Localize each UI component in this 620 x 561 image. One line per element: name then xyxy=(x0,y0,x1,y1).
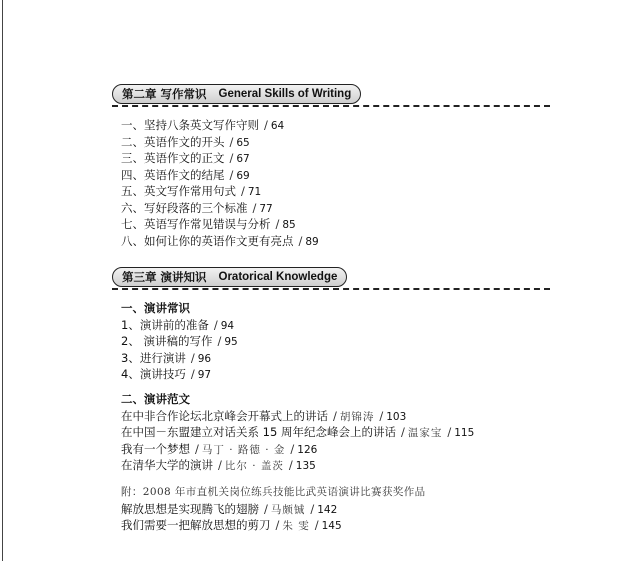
page-number: 67 xyxy=(236,153,250,165)
toc-entry[interactable]: 四、英语作文的结尾 / 69 xyxy=(121,167,250,182)
page-number: 145 xyxy=(321,520,342,532)
chapter2-toc xyxy=(121,117,319,249)
author-name: 温家宝 xyxy=(407,427,443,439)
page-number: 126 xyxy=(297,443,318,456)
chapter3-title-en: Oratorical Knowledge xyxy=(218,271,338,283)
toc-entry[interactable]: 三、英语作文的正文 / 67 xyxy=(121,151,250,165)
page-number: 89 xyxy=(305,235,319,248)
chapter2-dashed-rule xyxy=(112,105,550,107)
section-heading: 二、演讲范文 xyxy=(121,392,190,406)
toc-entry[interactable]: 3、进行演讲 / 96 xyxy=(121,350,212,365)
toc-entry[interactable]: 五、英文写作常用句式 / 71 xyxy=(121,184,262,198)
author-name: 马颇铖 xyxy=(270,503,306,516)
page-number: 103 xyxy=(386,410,407,423)
page-number: 97 xyxy=(197,369,212,381)
chapter3-section1 xyxy=(121,300,238,383)
author-name: 朱 雯 xyxy=(282,520,310,532)
page-number: 65 xyxy=(236,136,250,149)
page-number: 85 xyxy=(282,219,296,231)
page-number: 135 xyxy=(295,460,316,472)
toc-entry[interactable]: 我们需要一把解放思想的剪刀 / 朱 雯 / 145 xyxy=(121,518,342,532)
chapter3-dashed-rule xyxy=(112,288,550,290)
toc-entry[interactable]: 我有一个梦想 / 马丁 · 路德 · 金 / 126 xyxy=(121,441,318,456)
page-number: 95 xyxy=(224,336,238,348)
author-name: 胡锦涛 xyxy=(339,410,375,423)
toc-entry[interactable]: 八、如何让你的英语作文更有亮点 / 89 xyxy=(121,233,319,248)
chapter3-section2 xyxy=(121,391,474,474)
page-number: 142 xyxy=(317,503,338,516)
appendix-note: 附：2008 年市直机关岗位练兵技能比武英语演讲比赛获奖作品 xyxy=(121,486,426,498)
toc-entry[interactable]: 在中国－东盟建立对话关系 15 周年纪念峰会上的讲话 / 温家宝 / 115 xyxy=(121,425,475,439)
chapter2-title-en: General Skills of Writing xyxy=(218,88,352,100)
page-number: 64 xyxy=(270,120,285,132)
chapter3-title-cn: 第三章 演讲知识 xyxy=(122,270,207,284)
toc-entry[interactable]: 二、英语作文的开头 / 65 xyxy=(121,134,250,149)
page-number: 77 xyxy=(259,202,273,215)
section-heading: 一、演讲常识 xyxy=(121,301,190,315)
chapter3-appendix xyxy=(121,484,426,534)
page-number: 115 xyxy=(454,427,475,439)
toc-entry[interactable]: 2、 演讲稿的写作 / 95 xyxy=(121,334,238,348)
page-number: 71 xyxy=(247,186,262,198)
page-edge-line xyxy=(2,0,3,561)
page-number: 96 xyxy=(197,352,212,365)
toc-entry[interactable]: 一、坚持八条英文写作守则 / 64 xyxy=(121,118,285,132)
page-number: 94 xyxy=(220,319,235,332)
toc-entry[interactable]: 在中非合作论坛北京峰会开幕式上的讲话 / 胡锦涛 / 103 xyxy=(121,408,407,423)
toc-entry[interactable]: 1、演讲前的准备 / 94 xyxy=(121,317,235,332)
toc-entry[interactable]: 4、演讲技巧 / 97 xyxy=(121,367,212,381)
toc-entry[interactable]: 七、英语写作常见错误与分析 / 85 xyxy=(121,217,296,231)
page-number: 69 xyxy=(236,169,250,182)
toc-entry[interactable]: 解放思想是实现腾飞的翅膀 / 马颇铖 / 142 xyxy=(121,501,338,516)
author-name: 马丁 · 路德 · 金 xyxy=(201,443,286,456)
toc-entry[interactable]: 六、写好段落的三个标准 / 77 xyxy=(121,200,273,215)
chapter2-title-cn: 第二章 写作常识 xyxy=(122,87,207,101)
author-name: 比尔 · 盖茨 xyxy=(224,460,284,472)
chapter3-title-pill xyxy=(112,267,347,287)
chapter2-title-pill xyxy=(112,84,361,104)
toc-entry[interactable]: 在清华大学的演讲 / 比尔 · 盖茨 / 135 xyxy=(121,458,316,472)
